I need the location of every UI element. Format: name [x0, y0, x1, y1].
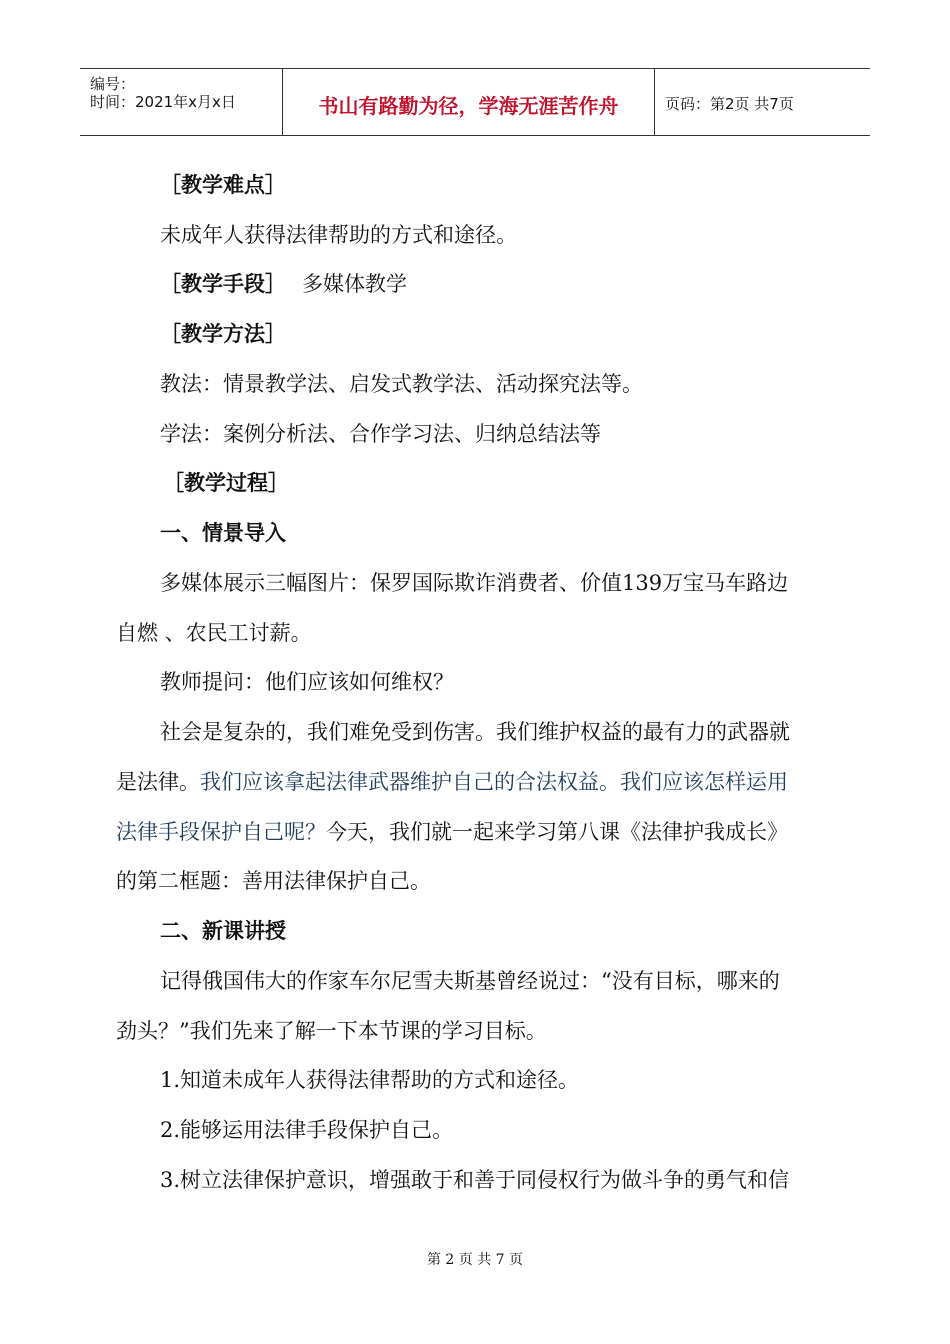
paragraph-line: 未成年人获得法律帮助的方式和途径。: [160, 223, 517, 247]
text-segment-highlight: 法律手段保护自己呢？: [116, 820, 326, 844]
paragraph-line: 自燃 、农民工讨薪。: [116, 621, 312, 645]
header-page-label: 页码：第2页 共7页: [665, 95, 794, 113]
paragraph-line: 多媒体展示三幅图片：保罗国际欺诈消费者、价值139万宝马车路边: [160, 571, 789, 595]
objective-item: 1.知道未成年人获得法律帮助的方式和途径。: [160, 1068, 580, 1092]
header-left-cell: [80, 69, 283, 135]
header-right-cell: [655, 69, 870, 135]
objective-item: 2.能够运用法律手段保护自己。: [160, 1118, 454, 1142]
page-footer: 第 2 页 共 7 页: [426, 1252, 524, 1268]
heading-teaching-process: ［教学过程］: [163, 470, 289, 495]
header-motto: 书山有路勤为径，学海无涯苦作舟: [318, 94, 619, 118]
objective-item: 3.树立法律保护意识，增强敢于和善于同侵权行为做斗争的勇气和信: [160, 1168, 790, 1192]
paragraph-line: [116, 817, 788, 847]
text-segment: 今天，我们就一起来学习第八课《法律护我成长》: [326, 820, 788, 844]
teaching-means-value: 多媒体教学: [302, 272, 407, 296]
header-middle-cell: [283, 69, 655, 135]
time-label: 时间：2021年x月x日: [90, 93, 236, 111]
section-heading-new-lesson: 二、新课讲授: [160, 918, 286, 943]
teaching-means-line: [160, 269, 407, 299]
heading-teaching-difficulty: ［教学难点］: [160, 172, 286, 197]
page-header: [80, 68, 870, 136]
paragraph-line: [116, 767, 788, 797]
paragraph-line: 记得俄国伟大的作家车尔尼雪夫斯基曾经说过：“没有目标，哪来的: [160, 969, 780, 993]
heading-teaching-means: ［教学手段］: [160, 271, 286, 296]
text-segment: 是法律。: [116, 770, 200, 794]
paragraph-line: 社会是复杂的，我们难免受到伤害。我们维护权益的最有力的武器就: [160, 720, 790, 744]
section-heading-intro: 一、情景导入: [160, 520, 286, 545]
paragraph-line: 劲头？”我们先来了解一下本节课的学习目标。: [116, 1019, 547, 1043]
paragraph-line: 教师提问：他们应该如何维权？: [160, 670, 454, 694]
heading-teaching-methods: ［教学方法］: [160, 321, 286, 346]
number-label: 编号：: [90, 75, 136, 93]
paragraph-line: 的第二框题：善用法律保护自己。: [116, 869, 431, 893]
paragraph-line: 教法：情景教学法、启发式教学法、活动探究法等。: [160, 372, 643, 396]
text-segment-highlight: 我们应该拿起法律武器维护自己的合法权益。我们应该怎样运用: [200, 770, 788, 794]
paragraph-line: 学法：案例分析法、合作学习法、归纳总结法等: [160, 422, 601, 446]
